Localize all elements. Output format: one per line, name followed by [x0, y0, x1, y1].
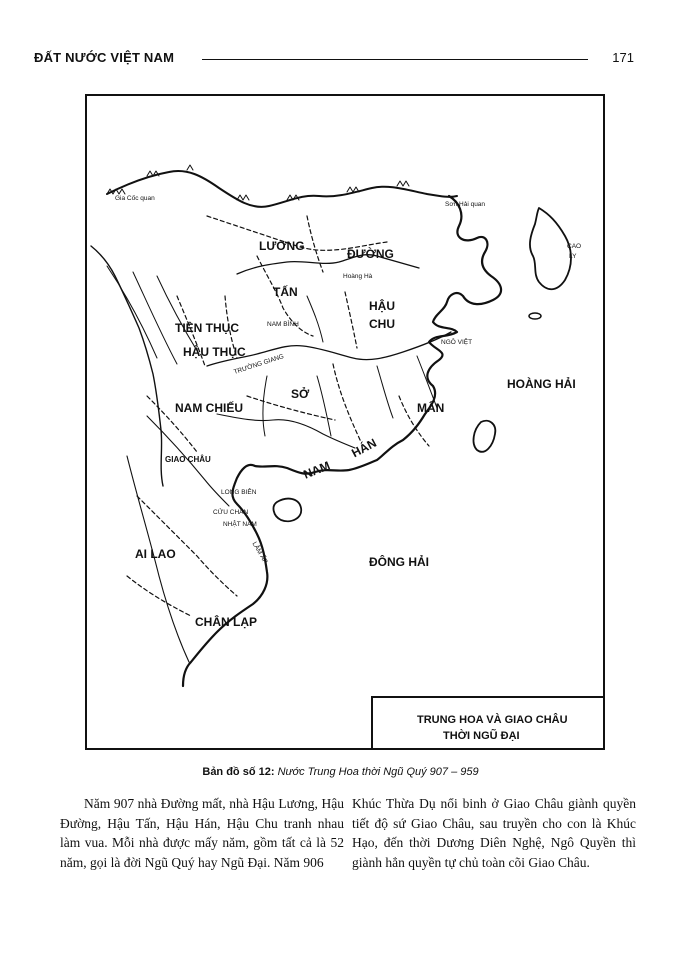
header-title: ĐẤT NƯỚC VIỆT NAM	[34, 50, 175, 65]
region-luong: LƯƠNG	[259, 239, 305, 253]
label-nam-binh: NAM BÌNH	[267, 321, 299, 328]
border-luong-duong	[307, 216, 323, 272]
region-hau-chu-line2: CHU	[369, 317, 395, 331]
running-header	[34, 48, 634, 68]
map-title-line2: THỜI NGŨ ĐẠI	[443, 730, 520, 742]
header-rule	[202, 59, 588, 60]
label-hoang-ha: Hoàng Hà	[343, 273, 373, 280]
border-chan-lap	[127, 576, 191, 616]
border-hau-chu	[345, 292, 357, 348]
label-cuu-chan: CỬU CHÂN	[213, 509, 249, 516]
coastline	[183, 196, 501, 686]
label-nhat-nam: NHẬT NAM	[223, 521, 257, 528]
page-number: 171	[612, 50, 634, 65]
label-ngo-viet: NGÔ VIỆT	[441, 339, 473, 346]
body-column-right	[352, 794, 636, 872]
label-gia-coc-quan: Gia Cốc quan	[115, 195, 155, 202]
caption-text: Nước Trung Hoa thời Ngũ Quý 907 – 959	[277, 766, 479, 778]
region-ai-lao: AI LAO	[135, 547, 176, 561]
caption-label: Bản đồ số 12:	[202, 766, 275, 778]
region-tan: TẤN	[273, 285, 298, 299]
region-duong: ĐƯỜNG	[347, 247, 394, 261]
region-hau-chu-line1: HẬU	[369, 299, 395, 313]
label-son-hai-quan: Sơn Hải quan	[445, 201, 486, 208]
label-long-bien: LONG BIÊN	[221, 489, 257, 496]
southern-streams	[263, 356, 437, 436]
region-nam-chieu: NAM CHIẾU	[175, 401, 243, 415]
great-wall	[107, 171, 457, 207]
pearl-river	[217, 414, 355, 448]
western-border	[91, 246, 163, 486]
label-giao-chau: GIAO CHÂU	[165, 455, 211, 464]
korea-peninsula	[530, 208, 571, 289]
label-lam-ap: LÂM ẤP	[250, 540, 269, 565]
sea-dong-hai: ĐÔNG HẢI	[369, 555, 429, 569]
region-chan-lap: CHÂN LẠP	[195, 615, 257, 629]
label-ly: LY	[569, 253, 577, 260]
map-title-box	[371, 696, 605, 750]
taiwan-island	[474, 421, 496, 452]
sea-hoang-hai: HOÀNG HẢI	[507, 377, 576, 391]
region-so: SỞ	[291, 387, 310, 401]
figure-caption	[0, 766, 681, 778]
region-nam: NAM	[301, 458, 332, 482]
region-han: HÁN	[349, 435, 379, 461]
region-tien-thuc: TIỀN THỤC	[175, 321, 239, 335]
body-column-left	[60, 794, 344, 872]
map-figure	[85, 94, 605, 750]
map-drawing	[87, 96, 605, 750]
body-paragraph-right: Khúc Thừa Dụ nổi binh ở Giao Châu giành quyền tiết độ sứ Giao Châu, sau truyền cho con là Khúc Hạo, đến thời Dương Diên Nghệ, Ngô Quyền thì giành hẳn quyền tự chủ toàn cõi Giao Châu.	[352, 796, 636, 870]
body-paragraph-left: Năm 907 nhà Đường mất, nhà Hậu Lương, Hậu Đường, Hậu Tấn, Hậu Hán, Hậu Chu tranh nhau làm vua. Mỗi nhà được mấy năm, gồm tất cả là 52 năm, gọi là đời Ngũ Quý hay Ngũ Đại. Năm 906	[60, 796, 344, 870]
region-hau-thuc: HẬU THỤC	[183, 345, 246, 359]
border-so	[333, 364, 361, 442]
label-truong-giang: TRƯỜNG GIANG	[232, 353, 285, 376]
hainan-island	[274, 499, 302, 522]
small-island	[529, 313, 541, 319]
map-title-line1: TRUNG HOA VÀ GIAO CHÂU	[417, 714, 568, 726]
label-cao: CAO	[567, 243, 582, 250]
region-man: MÂN	[417, 401, 445, 415]
han-river	[307, 296, 323, 342]
